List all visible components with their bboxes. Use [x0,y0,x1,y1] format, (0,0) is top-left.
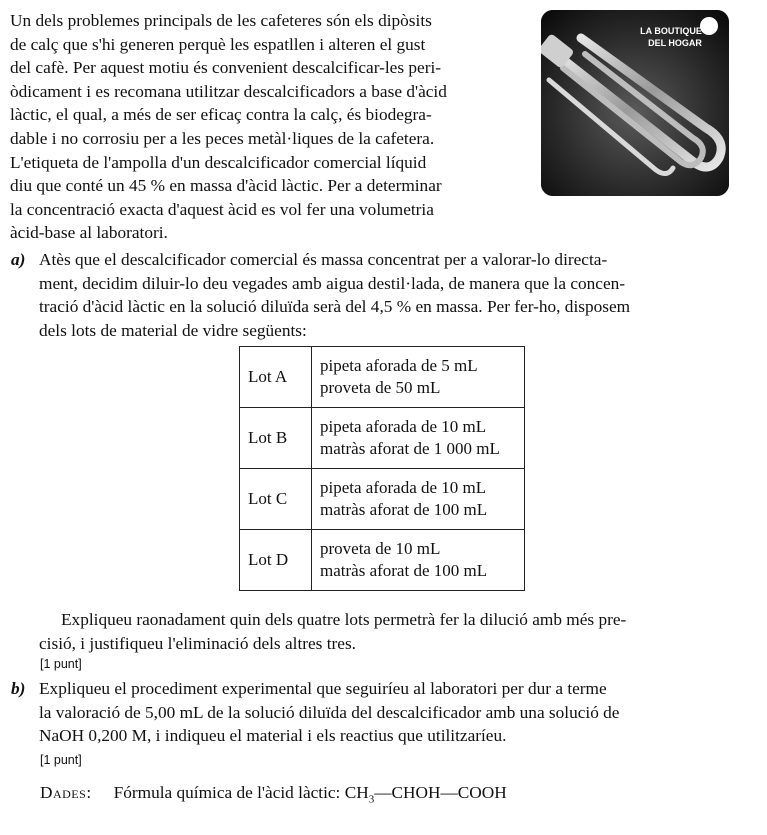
lot-item: proveta de 10 mL [320,539,441,558]
lot-items [312,530,525,591]
question-a-line: tració d'àcid làctic en la solució diluïda serà del 4,5 % en massa. Per fer-ho, disposem [39,297,631,317]
intro-line: diu que conté un 45 % en massa d'àcid làctic. Per a determinar [10,176,442,196]
instruction-line: Expliqueu raonadament quin dels quatre lots permetrà fer la dilució amb més pre- [61,610,627,629]
intro-paragraph [10,9,530,245]
intro-line: òdicament i es recomana utilitzar descalcificadors a base d'àcid [10,81,447,101]
formula-part: —CHOH—COOH [374,783,507,802]
formula-part: CH [344,783,369,802]
intro-line: de calç que s'hi generen perquè les espatllen i alteren el gust [10,34,426,54]
lot-name: Lot C [240,469,312,530]
question-b-letter: b) [11,679,26,698]
formula-subscript: 3 [368,793,375,806]
intro-line: àcid-base al laboratori. [10,223,168,243]
heating-element-photo [541,10,729,196]
logo-line1: LA BOUTIQUE [640,26,702,36]
table-row [240,408,525,469]
question-a-points: [1 punt] [40,657,82,671]
lot-item: pipeta aforada de 5 mL [320,356,478,375]
intro-line: Un dels problemes principals de les cafeteres són els dipòsits [10,11,432,30]
question-b-line: Expliqueu el procediment experimental que seguiríeu al laboratori per dur a terme [39,679,607,698]
lot-item: matràs aforat de 100 mL [320,500,488,519]
lot-item: matràs aforat de 100 mL [320,561,488,580]
intro-line: làctic, el qual, a més de ser eficaç contra la calç, és biodegra- [10,105,432,125]
logo-line2: DEL HOGAR [648,38,702,48]
table-row [240,469,525,530]
heating-element-illustration [541,10,729,196]
lot-item: proveta de 50 mL [320,378,441,397]
glassware-lots-table [239,346,525,591]
question-a-instruction [39,608,729,655]
lot-name: Lot B [240,408,312,469]
question-a-line: Atès que el descalcificador comercial és massa concentrat per a valorar-lo directa- [39,250,608,269]
question-a [11,248,729,342]
logo-cup-icon [700,17,718,35]
intro-line: la concentració exacta d'aquest àcid es vol fer una volumetria [10,199,434,219]
data-text: Fórmula química de l'àcid làctic: [113,783,345,802]
data-label: Dades: [40,783,92,802]
instruction-line: cisió, i justifiqueu l'eliminació dels altres tres. [39,633,356,653]
table-row [240,347,525,408]
question-b-text [39,677,729,748]
question-b-points: [1 punt] [40,753,82,767]
lot-items [312,469,525,530]
table-row [240,530,525,591]
question-a-line: ment, decidim diluir-lo deu vegades amb aigua destil·lada, de manera que la concen- [39,273,626,293]
lot-item: pipeta aforada de 10 mL [320,478,487,497]
lot-items [312,408,525,469]
lot-item: matràs aforat de 1 000 mL [320,439,500,458]
lot-name: Lot A [240,347,312,408]
question-a-text [39,248,729,342]
question-a-line: dels lots de material de vidre següents: [39,320,307,340]
lot-items [312,347,525,408]
data-section [40,783,507,805]
lot-name: Lot D [240,530,312,591]
intro-line: dable i no corrosiu per a les peces metàl·liques de la cafetera. [10,128,435,148]
intro-line: L'etiqueta de l'ampolla d'un descalcificador comercial líquid [10,152,427,172]
question-b-line: NaOH 0,200 M, i indiqueu el material i els reactius que utilitzaríeu. [39,726,507,746]
question-a-letter: a) [11,250,26,269]
intro-line: del cafè. Per aquest motiu és convenient descalcificar-les peri- [10,58,442,78]
question-b-line: la valoració de 5,00 mL de la solució diluïda del descalcificador amb una solució de [39,702,620,722]
question-b [11,677,729,748]
lot-item: pipeta aforada de 10 mL [320,417,487,436]
